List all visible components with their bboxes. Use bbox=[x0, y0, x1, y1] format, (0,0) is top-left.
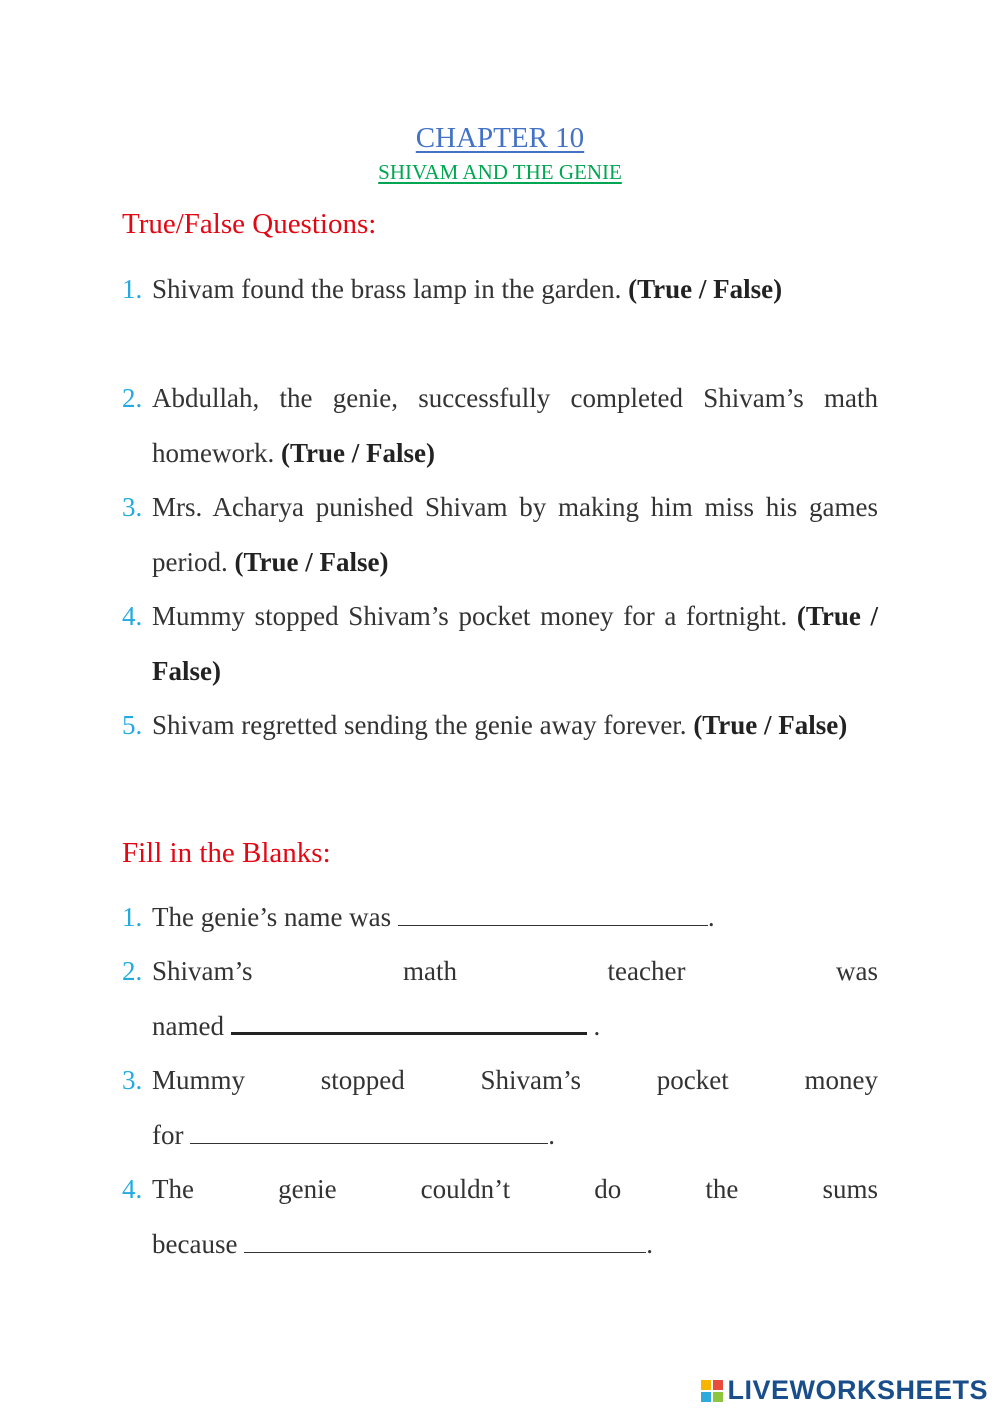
tf-question-text: Shivam regretted sending the genie away forever. bbox=[152, 710, 687, 740]
fib-question-4 bbox=[122, 1162, 878, 1271]
tf-number: 2. bbox=[122, 383, 143, 413]
tf-number: 3. bbox=[122, 492, 143, 522]
fib-end: . bbox=[646, 1228, 653, 1259]
fib-question-2 bbox=[122, 944, 878, 1053]
true-false-choice[interactable]: (True / False) bbox=[152, 601, 879, 686]
true-false-choice[interactable]: (True / False) bbox=[628, 274, 783, 304]
true-false-choice[interactable]: (True / False) bbox=[280, 437, 435, 468]
true-false-heading: True/False Questions: bbox=[122, 208, 377, 240]
tf-question-text: Mummy stopped Shivam’s pocket money for a fortnight. bbox=[152, 601, 788, 631]
true-false-choice[interactable]: (True / False) bbox=[693, 710, 848, 740]
tf-question-4 bbox=[122, 589, 878, 698]
tf-question-1 bbox=[122, 262, 878, 317]
liveworksheets-logo-icon bbox=[701, 1380, 723, 1402]
fib-question-text-cont: because bbox=[152, 1228, 238, 1259]
tf-question-5 bbox=[122, 698, 878, 753]
fib-end: . bbox=[707, 902, 715, 932]
tf-number: 4. bbox=[122, 601, 143, 631]
fib-end: . bbox=[548, 1119, 555, 1150]
tf-number: 5. bbox=[122, 710, 143, 740]
tf-number: 1. bbox=[122, 274, 143, 304]
fib-question-text: The genie’s name was bbox=[152, 902, 392, 932]
tf-question-text: Mrs. Acharya punished Shivam by making him miss his games period. bbox=[152, 492, 878, 577]
fib-number: 3. bbox=[122, 1065, 143, 1095]
chapter-title: CHAPTER 10 bbox=[415, 122, 585, 154]
fill-blanks-heading: Fill in the Blanks: bbox=[122, 837, 331, 869]
tf-question-3 bbox=[122, 480, 878, 589]
answer-blank[interactable] bbox=[190, 1119, 548, 1144]
fib-end: . bbox=[586, 1010, 601, 1041]
answer-blank[interactable] bbox=[244, 1228, 646, 1253]
fib-question-text-cont: named bbox=[152, 1010, 224, 1041]
fib-question-text: Shivam’s math teacher was bbox=[152, 956, 878, 986]
true-false-choice[interactable]: (True / False) bbox=[234, 546, 389, 577]
brand-logo[interactable] bbox=[701, 1375, 988, 1406]
fib-number: 2. bbox=[122, 956, 143, 986]
fib-question-3 bbox=[122, 1053, 878, 1162]
fib-question-text: The genie couldn’t do the sums bbox=[152, 1174, 878, 1204]
answer-blank[interactable] bbox=[231, 1008, 587, 1035]
fib-number: 1. bbox=[122, 902, 143, 932]
tf-question-2 bbox=[122, 371, 878, 480]
answer-blank[interactable] bbox=[398, 901, 708, 926]
fib-number: 4. bbox=[122, 1174, 143, 1204]
fib-question-1 bbox=[122, 890, 878, 945]
chapter-subtitle: SHIVAM AND THE GENIE bbox=[378, 160, 622, 184]
brand-name: LIVEWORKSHEETS bbox=[727, 1375, 988, 1405]
tf-question-text: Shivam found the brass lamp in the garden. bbox=[152, 274, 622, 304]
fib-question-text: Mummy stopped Shivam’s pocket money bbox=[152, 1065, 878, 1095]
fib-question-text-cont: for bbox=[152, 1119, 184, 1150]
tf-question-text: Abdullah, the genie, successfully completed Shivam’s math homework. bbox=[152, 383, 878, 468]
